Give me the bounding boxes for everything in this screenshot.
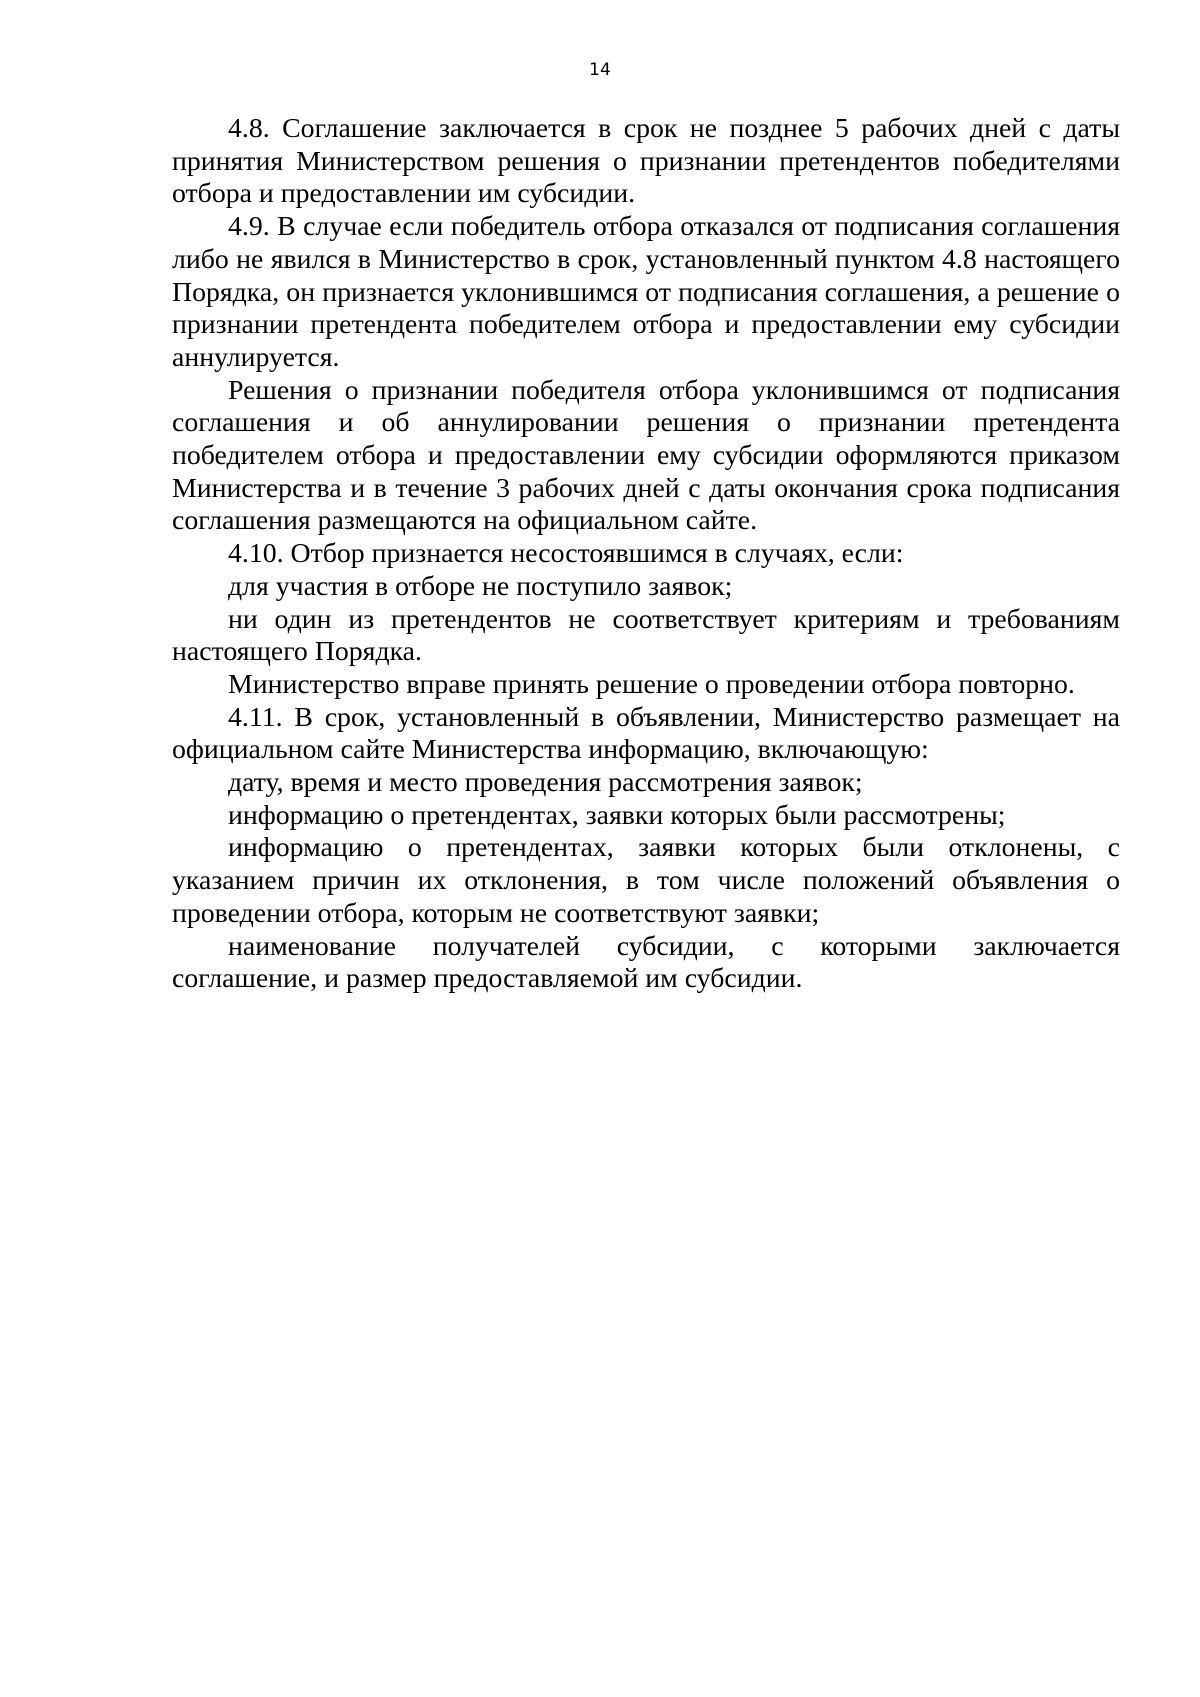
- paragraph-4-9: 4.9. В случае если победитель отбора отказался от подписания соглашения либо не явился в Министерство в срок, установленный пунктом 4.8 настоящего Порядка, он признается уклонившимся от подписания соглашения, а решение о признании претендента победителем отбора и предоставлении ему субсидии аннулируется.: [172, 211, 1120, 373]
- paragraph-no-applications: для участия в отборе не поступило заявок;: [228, 570, 733, 602]
- paragraph-rejected-applicants: информацию о претендентах, заявки которых были отклонены, с указанием причин их отклонения, в том числе положений объявления о проведении отбора, которым не соответствуют заявки;: [172, 832, 1120, 929]
- paragraph-4-8: 4.8. Соглашение заключается в срок не позднее 5 рабочих дней с даты принятия Министерством решения о признании претендентов победителями отбора и предоставлении им субсидии.: [172, 113, 1120, 210]
- document-body: [172, 113, 1120, 996]
- paragraph-decision-cancellation: Решения о признании победителя отбора уклонившимся от подписания соглашения и об аннулировании решения о признании претендента победителем отбора и предоставлении ему субсидии оформляются приказом Министерства и в течение 3 рабочих дней с даты окончания срока подписания соглашения размещаются на официальном сайте.: [172, 374, 1120, 537]
- paragraph-repeat-selection: Министерство вправе принять решение о проведении отбора повторно.: [228, 668, 1075, 700]
- page-number: 14: [589, 60, 611, 80]
- paragraph-4-10: 4.10. Отбор признается несостоявшимся в случаях, если:: [228, 538, 904, 570]
- paragraph-4-11: 4.11. В срок, установленный в объявлении, Министерство размещает на официальном сайте Министерства информацию, включающую:: [172, 701, 1120, 766]
- paragraph-reviewed-applicants: информацию о претендентах, заявки которых были рассмотрены;: [228, 799, 1006, 831]
- paragraph-review-date: дату, время и место проведения рассмотрения заявок;: [228, 767, 863, 799]
- paragraph-no-compliance: ни один из претендентов не соответствует критериям и требованиям настоящего Порядка.: [172, 603, 1120, 668]
- paragraph-recipients: наименование получателей субсидии, с которыми заключается соглашение, и размер предоставляемой им субсидии.: [172, 930, 1120, 995]
